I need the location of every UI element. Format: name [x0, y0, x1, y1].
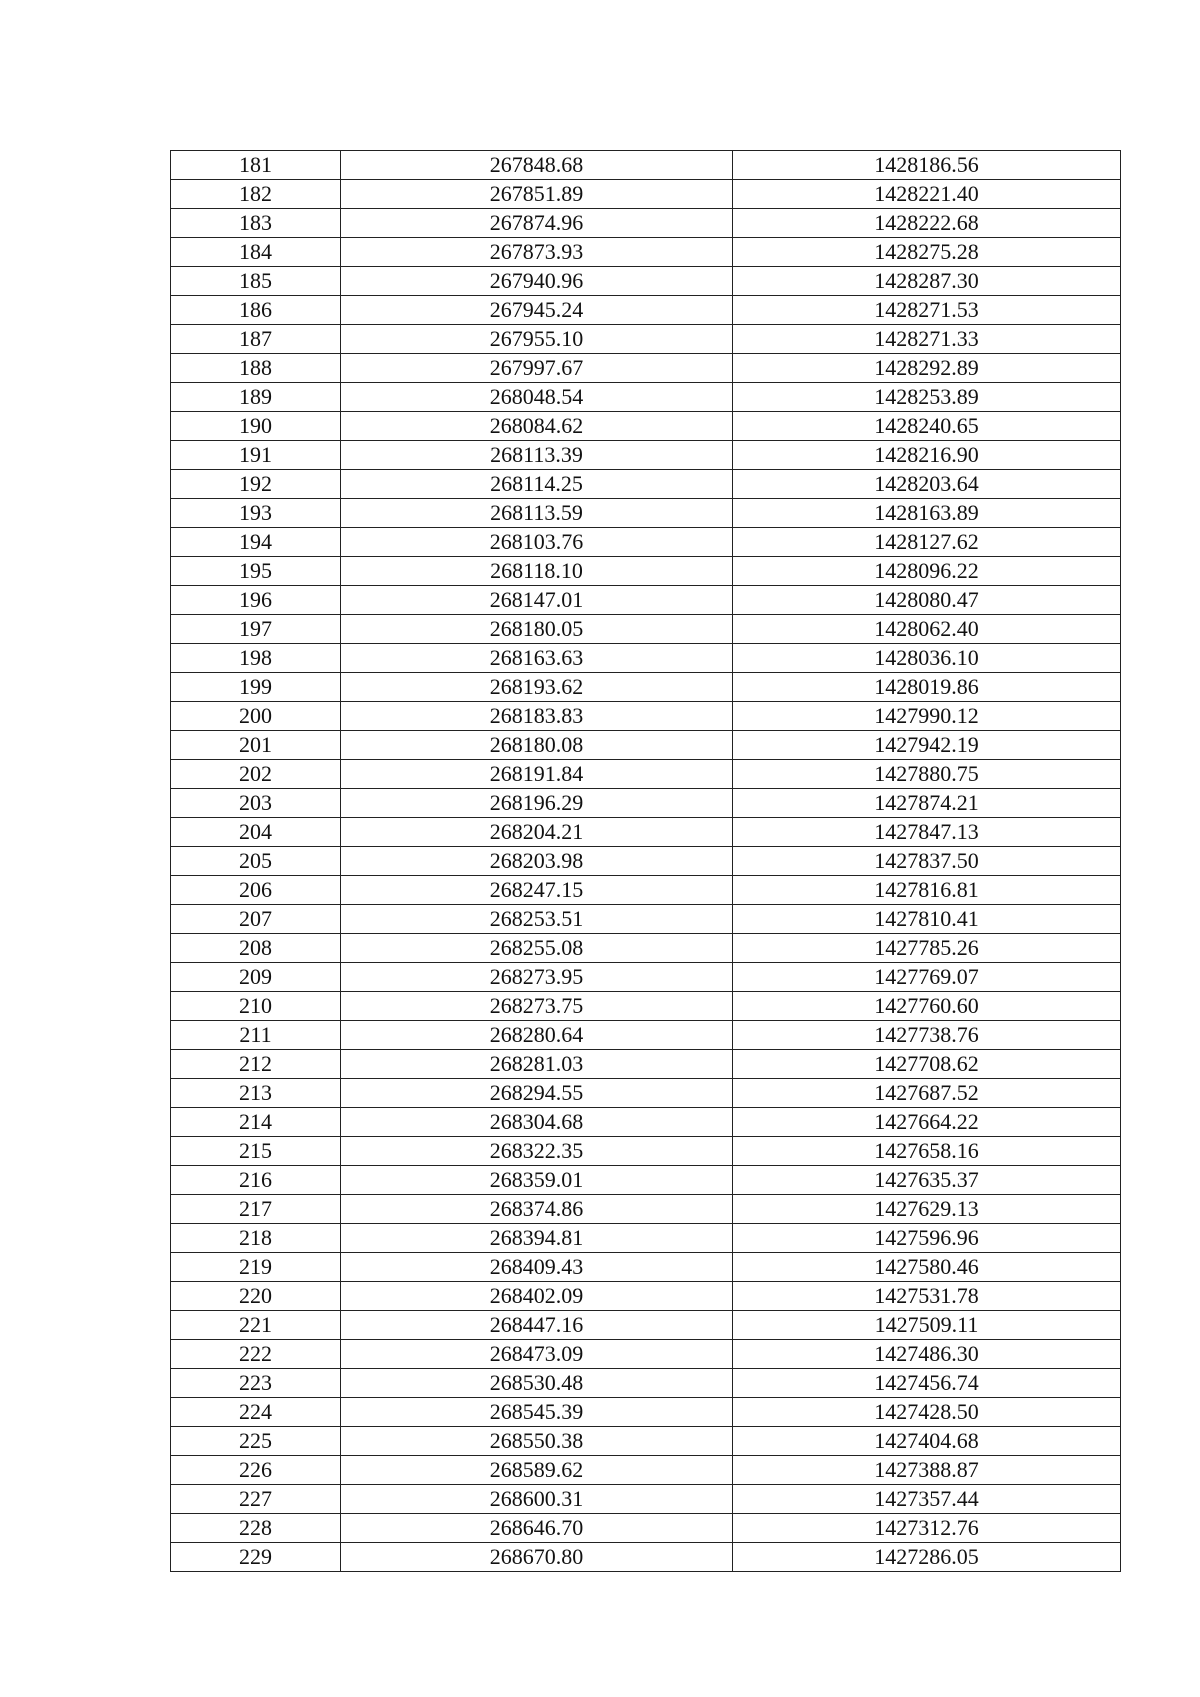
x-coordinate-cell: 268447.16 — [341, 1311, 733, 1340]
table-row — [171, 441, 1121, 470]
point-number-cell: 188 — [171, 354, 341, 383]
table-row — [171, 789, 1121, 818]
x-coordinate-cell: 267997.67 — [341, 354, 733, 383]
point-number-cell: 191 — [171, 441, 341, 470]
x-coordinate-cell: 268084.62 — [341, 412, 733, 441]
x-coordinate-cell: 268163.63 — [341, 644, 733, 673]
y-coordinate-cell: 1428271.33 — [733, 325, 1121, 354]
y-coordinate-cell: 1428080.47 — [733, 586, 1121, 615]
table-row — [171, 1166, 1121, 1195]
y-coordinate-cell: 1428240.65 — [733, 412, 1121, 441]
point-number-cell: 202 — [171, 760, 341, 789]
point-number-cell: 207 — [171, 905, 341, 934]
point-number-cell: 185 — [171, 267, 341, 296]
point-number-cell: 219 — [171, 1253, 341, 1282]
x-coordinate-cell: 268394.81 — [341, 1224, 733, 1253]
y-coordinate-cell: 1427874.21 — [733, 789, 1121, 818]
y-coordinate-cell: 1427456.74 — [733, 1369, 1121, 1398]
y-coordinate-cell: 1427286.05 — [733, 1543, 1121, 1572]
point-number-cell: 204 — [171, 818, 341, 847]
point-number-cell: 187 — [171, 325, 341, 354]
table-row — [171, 760, 1121, 789]
point-number-cell: 190 — [171, 412, 341, 441]
x-coordinate-cell: 268600.31 — [341, 1485, 733, 1514]
table-row — [171, 267, 1121, 296]
point-number-cell: 181 — [171, 151, 341, 180]
point-number-cell: 208 — [171, 934, 341, 963]
point-number-cell: 211 — [171, 1021, 341, 1050]
y-coordinate-cell: 1427428.50 — [733, 1398, 1121, 1427]
y-coordinate-cell: 1427810.41 — [733, 905, 1121, 934]
x-coordinate-cell: 268191.84 — [341, 760, 733, 789]
table-row — [171, 702, 1121, 731]
x-coordinate-cell: 268550.38 — [341, 1427, 733, 1456]
table-row — [171, 238, 1121, 267]
x-coordinate-cell: 268113.39 — [341, 441, 733, 470]
x-coordinate-cell: 267945.24 — [341, 296, 733, 325]
coordinate-table-body — [171, 151, 1121, 1572]
table-row — [171, 1282, 1121, 1311]
point-number-cell: 198 — [171, 644, 341, 673]
point-number-cell: 193 — [171, 499, 341, 528]
point-number-cell: 222 — [171, 1340, 341, 1369]
table-row — [171, 528, 1121, 557]
table-row — [171, 963, 1121, 992]
table-row — [171, 905, 1121, 934]
y-coordinate-cell: 1428275.28 — [733, 238, 1121, 267]
x-coordinate-cell: 268322.35 — [341, 1137, 733, 1166]
y-coordinate-cell: 1427785.26 — [733, 934, 1121, 963]
point-number-cell: 220 — [171, 1282, 341, 1311]
table-row — [171, 180, 1121, 209]
y-coordinate-cell: 1428019.86 — [733, 673, 1121, 702]
point-number-cell: 192 — [171, 470, 341, 499]
x-coordinate-cell: 267851.89 — [341, 180, 733, 209]
point-number-cell: 200 — [171, 702, 341, 731]
coordinate-table — [170, 150, 1121, 1572]
x-coordinate-cell: 268589.62 — [341, 1456, 733, 1485]
table-row — [171, 847, 1121, 876]
x-coordinate-cell: 268545.39 — [341, 1398, 733, 1427]
table-row — [171, 354, 1121, 383]
table-row — [171, 1514, 1121, 1543]
y-coordinate-cell: 1427664.22 — [733, 1108, 1121, 1137]
table-row — [171, 325, 1121, 354]
point-number-cell: 206 — [171, 876, 341, 905]
point-number-cell: 216 — [171, 1166, 341, 1195]
y-coordinate-cell: 1427816.81 — [733, 876, 1121, 905]
y-coordinate-cell: 1427312.76 — [733, 1514, 1121, 1543]
table-row — [171, 412, 1121, 441]
y-coordinate-cell: 1427880.75 — [733, 760, 1121, 789]
table-row — [171, 1340, 1121, 1369]
x-coordinate-cell: 268183.83 — [341, 702, 733, 731]
x-coordinate-cell: 267955.10 — [341, 325, 733, 354]
table-row — [171, 383, 1121, 412]
table-row — [171, 1021, 1121, 1050]
x-coordinate-cell: 268646.70 — [341, 1514, 733, 1543]
point-number-cell: 227 — [171, 1485, 341, 1514]
y-coordinate-cell: 1427580.46 — [733, 1253, 1121, 1282]
x-coordinate-cell: 268193.62 — [341, 673, 733, 702]
x-coordinate-cell: 268280.64 — [341, 1021, 733, 1050]
x-coordinate-cell: 268203.98 — [341, 847, 733, 876]
table-row — [171, 151, 1121, 180]
y-coordinate-cell: 1427708.62 — [733, 1050, 1121, 1079]
table-row — [171, 1311, 1121, 1340]
point-number-cell: 215 — [171, 1137, 341, 1166]
x-coordinate-cell: 268114.25 — [341, 470, 733, 499]
x-coordinate-cell: 268118.10 — [341, 557, 733, 586]
x-coordinate-cell: 268204.21 — [341, 818, 733, 847]
y-coordinate-cell: 1427635.37 — [733, 1166, 1121, 1195]
table-row — [171, 209, 1121, 238]
y-coordinate-cell: 1428036.10 — [733, 644, 1121, 673]
x-coordinate-cell: 268255.08 — [341, 934, 733, 963]
y-coordinate-cell: 1427769.07 — [733, 963, 1121, 992]
table-row — [171, 876, 1121, 905]
y-coordinate-cell: 1428127.62 — [733, 528, 1121, 557]
point-number-cell: 209 — [171, 963, 341, 992]
y-coordinate-cell: 1427942.19 — [733, 731, 1121, 760]
point-number-cell: 199 — [171, 673, 341, 702]
table-row — [171, 1427, 1121, 1456]
point-number-cell: 221 — [171, 1311, 341, 1340]
y-coordinate-cell: 1427760.60 — [733, 992, 1121, 1021]
point-number-cell: 218 — [171, 1224, 341, 1253]
y-coordinate-cell: 1428287.30 — [733, 267, 1121, 296]
y-coordinate-cell: 1428271.53 — [733, 296, 1121, 325]
y-coordinate-cell: 1427357.44 — [733, 1485, 1121, 1514]
table-row — [171, 1195, 1121, 1224]
x-coordinate-cell: 268048.54 — [341, 383, 733, 412]
x-coordinate-cell: 267940.96 — [341, 267, 733, 296]
table-row — [171, 731, 1121, 760]
point-number-cell: 195 — [171, 557, 341, 586]
x-coordinate-cell: 268196.29 — [341, 789, 733, 818]
y-coordinate-cell: 1428096.22 — [733, 557, 1121, 586]
table-row — [171, 673, 1121, 702]
y-coordinate-cell: 1428186.56 — [733, 151, 1121, 180]
y-coordinate-cell: 1428221.40 — [733, 180, 1121, 209]
x-coordinate-cell: 268473.09 — [341, 1340, 733, 1369]
point-number-cell: 223 — [171, 1369, 341, 1398]
point-number-cell: 225 — [171, 1427, 341, 1456]
y-coordinate-cell: 1427738.76 — [733, 1021, 1121, 1050]
table-row — [171, 644, 1121, 673]
y-coordinate-cell: 1428203.64 — [733, 470, 1121, 499]
point-number-cell: 224 — [171, 1398, 341, 1427]
point-number-cell: 213 — [171, 1079, 341, 1108]
table-row — [171, 1543, 1121, 1572]
y-coordinate-cell: 1427388.87 — [733, 1456, 1121, 1485]
point-number-cell: 197 — [171, 615, 341, 644]
x-coordinate-cell: 268273.95 — [341, 963, 733, 992]
point-number-cell: 196 — [171, 586, 341, 615]
table-row — [171, 499, 1121, 528]
point-number-cell: 217 — [171, 1195, 341, 1224]
point-number-cell: 228 — [171, 1514, 341, 1543]
x-coordinate-cell: 268147.01 — [341, 586, 733, 615]
table-row — [171, 934, 1121, 963]
table-row — [171, 1079, 1121, 1108]
x-coordinate-cell: 268374.86 — [341, 1195, 733, 1224]
y-coordinate-cell: 1428062.40 — [733, 615, 1121, 644]
point-number-cell: 186 — [171, 296, 341, 325]
y-coordinate-cell: 1427596.96 — [733, 1224, 1121, 1253]
x-coordinate-cell: 268402.09 — [341, 1282, 733, 1311]
x-coordinate-cell: 268247.15 — [341, 876, 733, 905]
point-number-cell: 189 — [171, 383, 341, 412]
table-row — [171, 586, 1121, 615]
x-coordinate-cell: 268294.55 — [341, 1079, 733, 1108]
y-coordinate-cell: 1427486.30 — [733, 1340, 1121, 1369]
point-number-cell: 184 — [171, 238, 341, 267]
x-coordinate-cell: 268180.05 — [341, 615, 733, 644]
point-number-cell: 205 — [171, 847, 341, 876]
y-coordinate-cell: 1427687.52 — [733, 1079, 1121, 1108]
table-row — [171, 1253, 1121, 1282]
x-coordinate-cell: 268273.75 — [341, 992, 733, 1021]
point-number-cell: 229 — [171, 1543, 341, 1572]
x-coordinate-cell: 268359.01 — [341, 1166, 733, 1195]
point-number-cell: 203 — [171, 789, 341, 818]
point-number-cell: 214 — [171, 1108, 341, 1137]
x-coordinate-cell: 268180.08 — [341, 731, 733, 760]
point-number-cell: 201 — [171, 731, 341, 760]
x-coordinate-cell: 268103.76 — [341, 528, 733, 557]
point-number-cell: 182 — [171, 180, 341, 209]
y-coordinate-cell: 1427531.78 — [733, 1282, 1121, 1311]
table-row — [171, 1108, 1121, 1137]
y-coordinate-cell: 1427404.68 — [733, 1427, 1121, 1456]
y-coordinate-cell: 1428292.89 — [733, 354, 1121, 383]
table-row — [171, 1050, 1121, 1079]
y-coordinate-cell: 1427847.13 — [733, 818, 1121, 847]
y-coordinate-cell: 1428216.90 — [733, 441, 1121, 470]
x-coordinate-cell: 268409.43 — [341, 1253, 733, 1282]
y-coordinate-cell: 1427837.50 — [733, 847, 1121, 876]
table-row — [171, 992, 1121, 1021]
y-coordinate-cell: 1427658.16 — [733, 1137, 1121, 1166]
table-row — [171, 296, 1121, 325]
y-coordinate-cell: 1427509.11 — [733, 1311, 1121, 1340]
x-coordinate-cell: 267848.68 — [341, 151, 733, 180]
x-coordinate-cell: 268530.48 — [341, 1369, 733, 1398]
point-number-cell: 226 — [171, 1456, 341, 1485]
table-row — [171, 1224, 1121, 1253]
y-coordinate-cell: 1428253.89 — [733, 383, 1121, 412]
table-row — [171, 1456, 1121, 1485]
x-coordinate-cell: 268113.59 — [341, 499, 733, 528]
table-row — [171, 557, 1121, 586]
table-row — [171, 470, 1121, 499]
table-row — [171, 615, 1121, 644]
x-coordinate-cell: 267874.96 — [341, 209, 733, 238]
point-number-cell: 194 — [171, 528, 341, 557]
y-coordinate-cell: 1428222.68 — [733, 209, 1121, 238]
table-row — [171, 1485, 1121, 1514]
y-coordinate-cell: 1427990.12 — [733, 702, 1121, 731]
y-coordinate-cell: 1427629.13 — [733, 1195, 1121, 1224]
x-coordinate-cell: 268304.68 — [341, 1108, 733, 1137]
table-row — [171, 818, 1121, 847]
x-coordinate-cell: 268670.80 — [341, 1543, 733, 1572]
table-row — [171, 1137, 1121, 1166]
x-coordinate-cell: 268253.51 — [341, 905, 733, 934]
point-number-cell: 183 — [171, 209, 341, 238]
y-coordinate-cell: 1428163.89 — [733, 499, 1121, 528]
point-number-cell: 212 — [171, 1050, 341, 1079]
table-row — [171, 1369, 1121, 1398]
point-number-cell: 210 — [171, 992, 341, 1021]
x-coordinate-cell: 267873.93 — [341, 238, 733, 267]
table-row — [171, 1398, 1121, 1427]
x-coordinate-cell: 268281.03 — [341, 1050, 733, 1079]
